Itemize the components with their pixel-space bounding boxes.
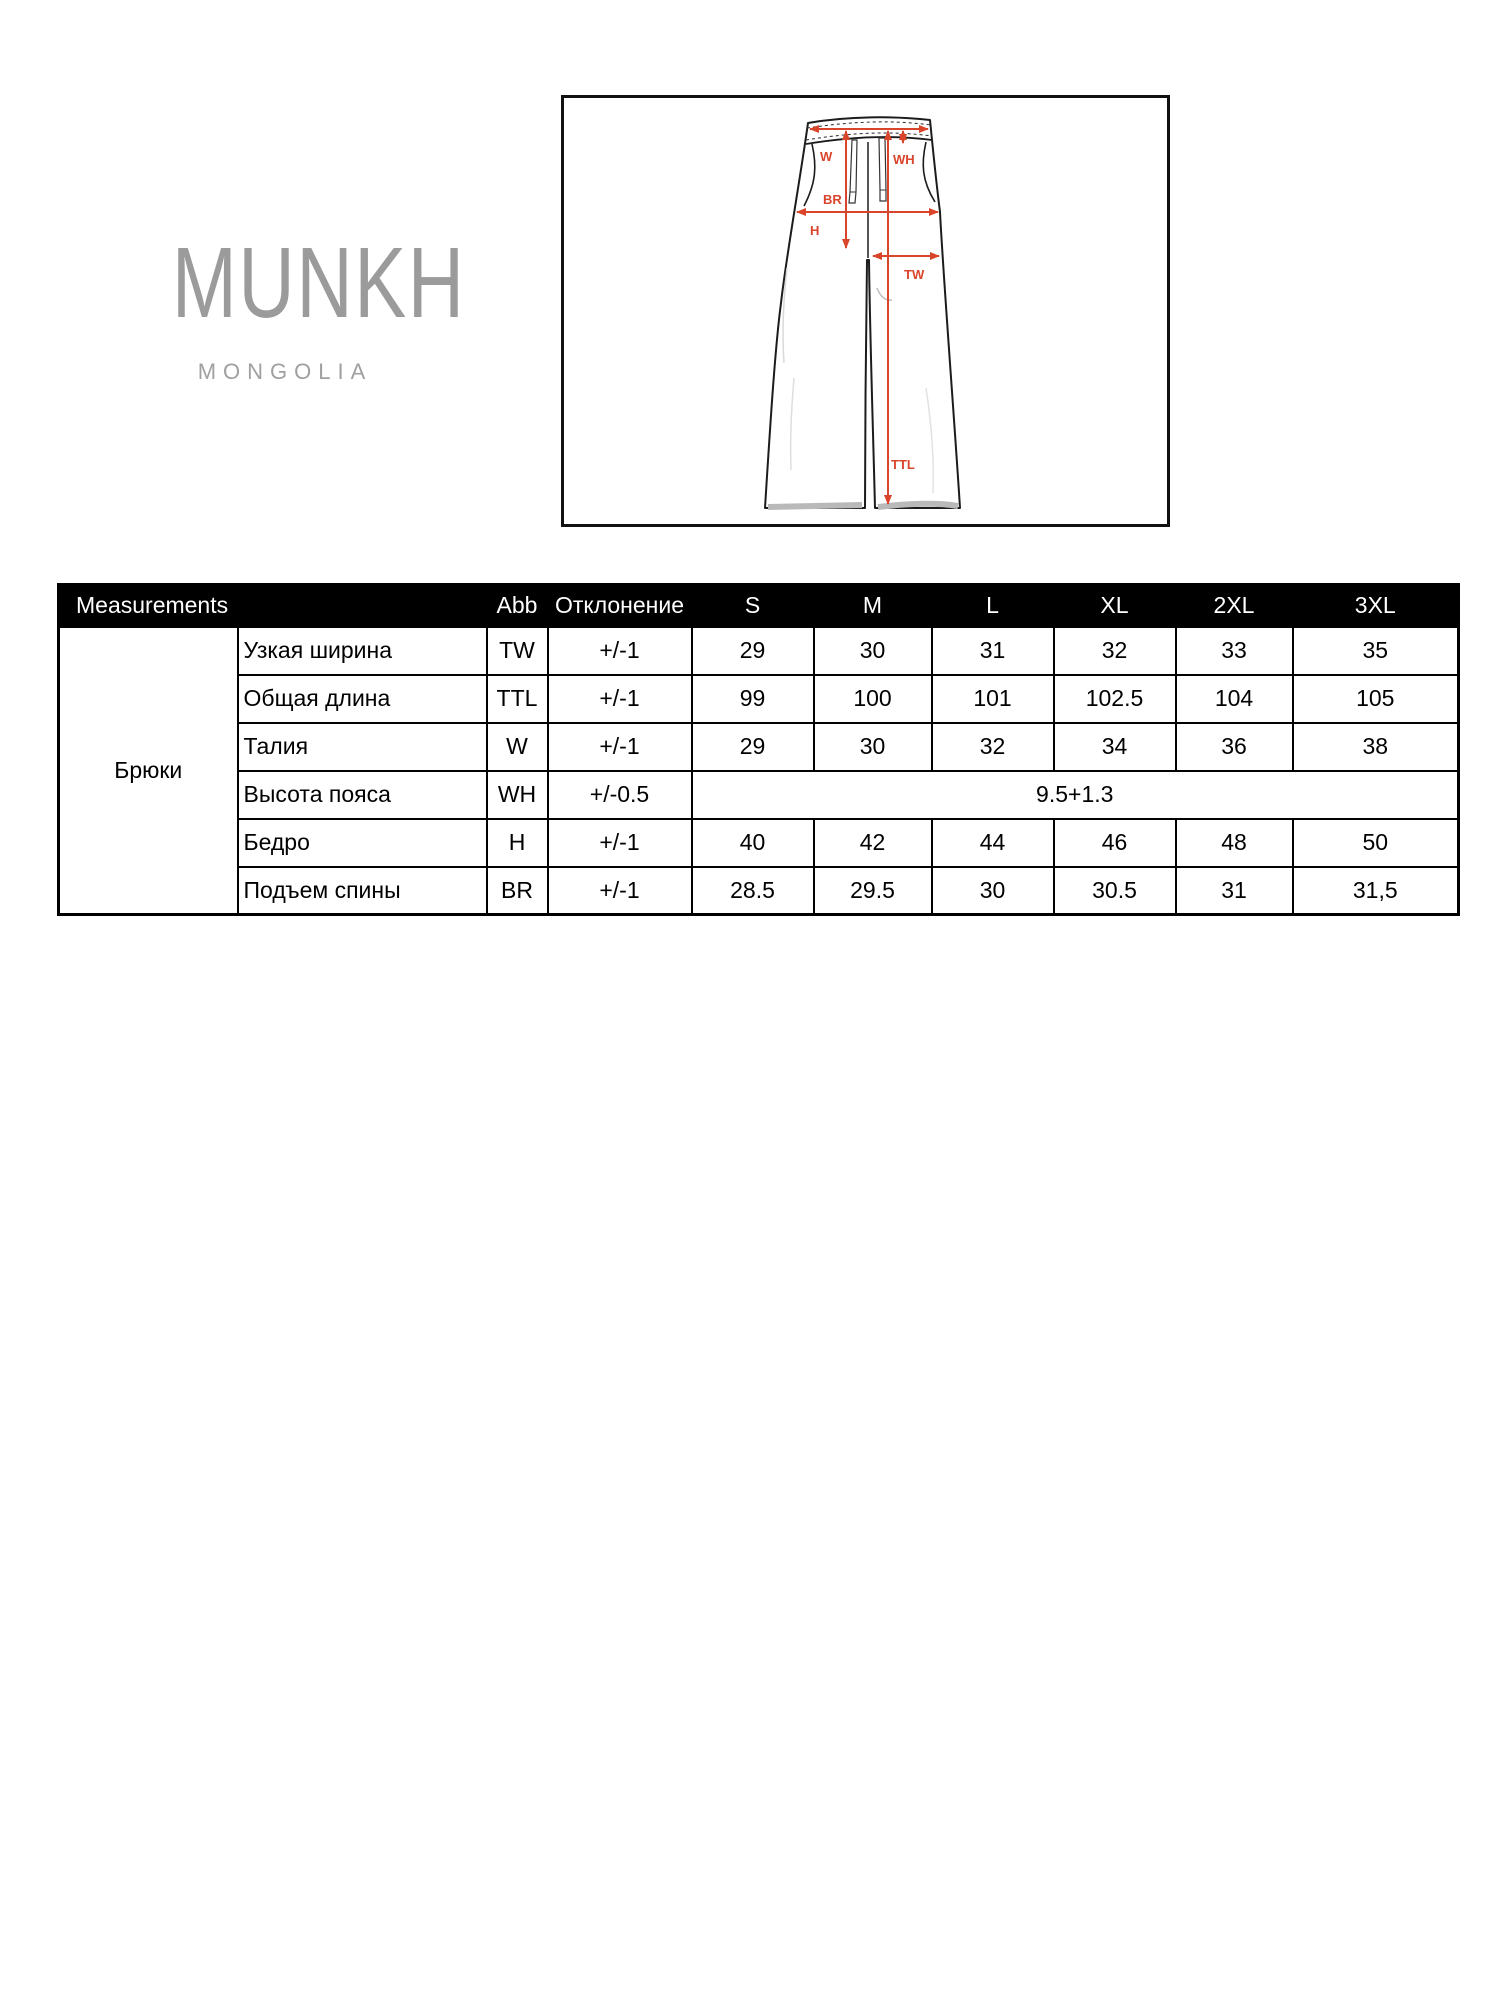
size-value-cell: 48: [1176, 819, 1293, 867]
table-row: [59, 627, 1459, 675]
size-value-cell: 34: [1054, 723, 1176, 771]
size-value-cell: 50: [1293, 819, 1459, 867]
table-row: [59, 723, 1459, 771]
measurement-name-cell: Подъем спины: [238, 867, 487, 915]
size-value-cell: 99: [692, 675, 814, 723]
tolerance-cell: +/-1: [548, 627, 692, 675]
tolerance-cell: +/-1: [548, 867, 692, 915]
measure-label-tw: TW: [904, 267, 925, 282]
size-value-cell: 30: [814, 627, 932, 675]
measurements-table: [57, 583, 1460, 916]
abbreviation-cell: H: [487, 819, 548, 867]
measure-label-br: BR: [823, 192, 842, 207]
merged-value-cell: 9.5+1.3: [692, 771, 1459, 819]
drawstring-right: [879, 138, 886, 201]
size-value-cell: 100: [814, 675, 932, 723]
size-value-cell: 33: [1176, 627, 1293, 675]
size-value-cell: 101: [932, 675, 1054, 723]
size-value-cell: 104: [1176, 675, 1293, 723]
size-value-cell: 28.5: [692, 867, 814, 915]
measurement-name-cell: Талия: [238, 723, 487, 771]
measurement-name-cell: Общая длина: [238, 675, 487, 723]
size-value-cell: 29: [692, 627, 814, 675]
size-value-cell: 30: [814, 723, 932, 771]
header-size-s: S: [692, 585, 814, 627]
size-value-cell: 29.5: [814, 867, 932, 915]
brand-logo: [140, 227, 466, 385]
size-value-cell: 102.5: [1054, 675, 1176, 723]
measure-label-wh: WH: [893, 152, 915, 167]
left-hem-shade: [768, 505, 862, 507]
measurement-name-cell: Бедро: [238, 819, 487, 867]
size-value-cell: 30.5: [1054, 867, 1176, 915]
header-abb: Abb: [487, 585, 548, 627]
group-label-cell: Брюки: [59, 627, 238, 915]
measurement-name-cell: Высота пояса: [238, 771, 487, 819]
pants-diagram-frame: [561, 95, 1170, 527]
measurement-name-cell: Узкая ширина: [238, 627, 487, 675]
abbreviation-cell: BR: [487, 867, 548, 915]
size-value-cell: 30: [932, 867, 1054, 915]
table-header-row: [59, 585, 1459, 627]
size-value-cell: 32: [932, 723, 1054, 771]
size-value-cell: 35: [1293, 627, 1459, 675]
table-row: [59, 771, 1459, 819]
header-measurements: Measurements: [59, 585, 487, 627]
size-value-cell: 38: [1293, 723, 1459, 771]
header-size-l: L: [932, 585, 1054, 627]
pants-outline: [765, 117, 960, 508]
measure-label-ttl: TTL: [891, 457, 915, 472]
abbreviation-cell: WH: [487, 771, 548, 819]
size-value-cell: 31,5: [1293, 867, 1459, 915]
size-value-cell: 31: [1176, 867, 1293, 915]
measure-label-h: H: [810, 223, 820, 238]
tolerance-cell: +/-1: [548, 675, 692, 723]
brand-name: MUNKH: [171, 227, 466, 339]
right-hem-shade: [878, 504, 958, 507]
tolerance-cell: +/-1: [548, 723, 692, 771]
table-row: [59, 675, 1459, 723]
size-value-cell: 32: [1054, 627, 1176, 675]
table-row: [59, 819, 1459, 867]
size-value-cell: 44: [932, 819, 1054, 867]
brand-country: MONGOLIA: [197, 359, 373, 384]
size-value-cell: 105: [1293, 675, 1459, 723]
header-size-m: M: [814, 585, 932, 627]
header-tolerance: Отклонение: [548, 585, 692, 627]
table-row: [59, 867, 1459, 915]
abbreviation-cell: W: [487, 723, 548, 771]
size-value-cell: 42: [814, 819, 932, 867]
tolerance-cell: +/-1: [548, 819, 692, 867]
pants-drawing-icon: [564, 98, 1173, 530]
size-value-cell: 40: [692, 819, 814, 867]
abbreviation-cell: TTL: [487, 675, 548, 723]
header-size-3xl: 3XL: [1293, 585, 1459, 627]
size-value-cell: 29: [692, 723, 814, 771]
header-size-xl: XL: [1054, 585, 1176, 627]
size-value-cell: 36: [1176, 723, 1293, 771]
size-value-cell: 31: [932, 627, 1054, 675]
abbreviation-cell: TW: [487, 627, 548, 675]
tolerance-cell: +/-0.5: [548, 771, 692, 819]
size-value-cell: 46: [1054, 819, 1176, 867]
measure-label-w: W: [820, 149, 833, 164]
header-size-2xl: 2XL: [1176, 585, 1293, 627]
